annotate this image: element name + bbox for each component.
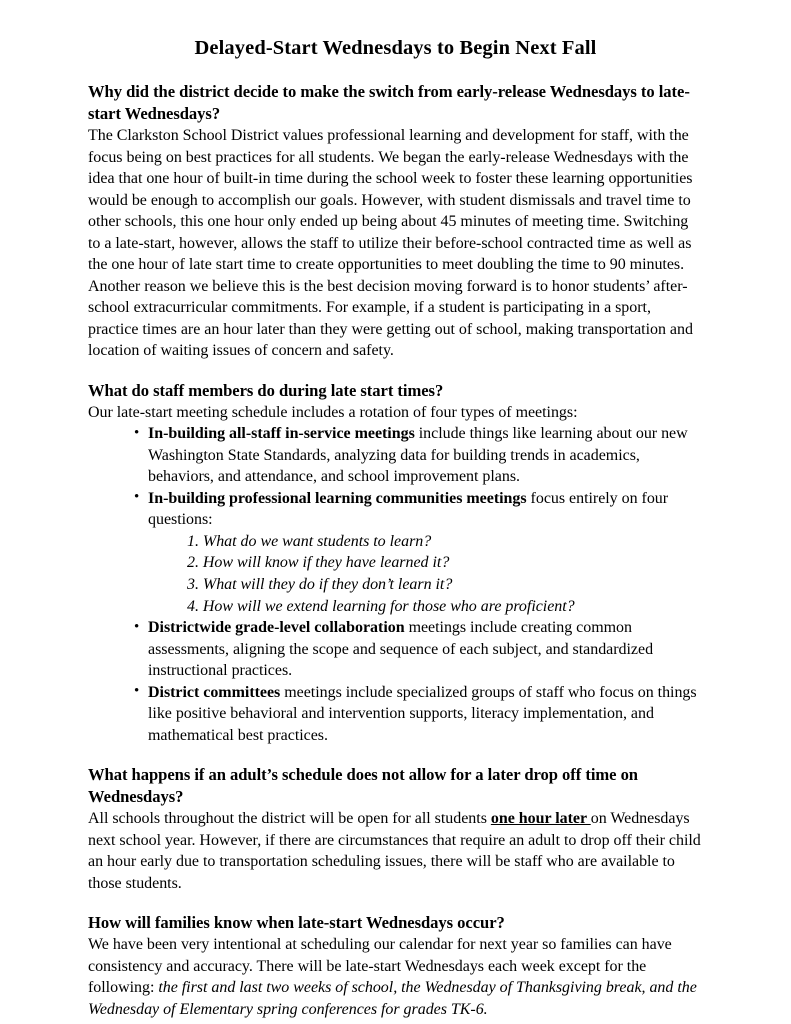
list-item: 4. How will we extend learning for those who are proficient? (187, 597, 575, 615)
bullet-text: focus entirely on four questions: (148, 489, 669, 529)
list-item (88, 617, 703, 682)
bullet-label: In-building professional learning communities meetings (148, 489, 527, 507)
bullet-text: include things like learning about our new Washington State Standards, analyzing data for building trends in academics, behaviors, and attendance, and school improvement plans. (148, 425, 688, 486)
section-heading-family-notification: How will families know when late-start Wednesdays occur? (88, 913, 505, 933)
meeting-types-list (88, 423, 703, 746)
bullet-label: Districtwide grade-level collaboration (148, 619, 405, 637)
bullet-label: District committees (148, 683, 281, 701)
section-adult-schedule (88, 764, 703, 894)
section-heading-why-switch: Why did the district decide to make the switch from early-release Wednesdays to late-start Wednesdays? (88, 82, 690, 124)
bullet-label: In-building all-staff in-service meetings (148, 425, 415, 443)
paragraph-text-before: We have been very intentional at scheduling our calendar for next year so families can have consistency and accuracy. There will be late-start Wednesdays each week except for the following: (88, 936, 672, 997)
exceptions-italic-text: the first and last two weeks of school, the Wednesday of Thanksgiving break, and the Wednesday of Elementary spring conferences for grades TK-6. (88, 979, 697, 1018)
emphasis-one-hour-later: one hour later (490, 810, 591, 828)
paragraph-text-before: All schools throughout the district will be open for all students (88, 810, 491, 828)
list-item: 1. What do we want students to learn? (187, 532, 432, 550)
section-paragraph-why-switch: The Clarkston School District values professional learning and development for staff, with the focus being on best practices for all students. We began the early-release Wednesdays with the idea that one hour of built-in time during the school week to foster these learning opportunities would be enough to accomplish our goals. However, with student dismissals and travel time to other schools, this one hour only ended up being about 45 minutes of meeting time. Switching to a late-start, however, allows the staff to utilize their before-school contracted time as well as the one hour of late start time to create opportunities to meet doubling the time to 90 minutes. Another reason we believe this is the best decision moving forward is to honor students’ after-school extracurricular commitments. For example, if a student is participating in a sport, practice times are an hour later than they were getting out of school, making transportation and location of waiting issues of concern and safety. (88, 127, 693, 360)
list-item (88, 423, 703, 488)
section-paragraph-family-notification (88, 934, 703, 1020)
section-staff-activities (88, 380, 703, 746)
section-intro-staff-activities: Our late-start meeting schedule includes a rotation of four types of meetings: (88, 403, 578, 421)
list-item (88, 682, 703, 747)
page-title: Delayed-Start Wednesdays to Begin Next Fall (194, 37, 597, 59)
plc-questions-list (148, 531, 703, 617)
list-item (88, 488, 703, 617)
section-heading-adult-schedule: What happens if an adult’s schedule does not allow for a later drop off time on Wednesdays? (88, 765, 638, 807)
section-family-notification (88, 912, 703, 1020)
section-why-switch (88, 81, 703, 362)
bullet-text: meetings include creating common assessments, aligning the scope and sequence of each subject, and standardized instructional practices. (148, 619, 654, 680)
list-item: 3. What will they do if they don’t learn it? (187, 575, 453, 593)
section-paragraph-adult-schedule (88, 808, 703, 894)
section-heading-staff-activities: What do staff members do during late start times? (88, 380, 444, 400)
list-item: 2. How will know if they have learned it? (187, 554, 450, 572)
bullet-text: meetings include specialized groups of staff who focus on things like positive behavioral and intervention supports, literacy implementation, and mathematical best practices. (148, 683, 697, 744)
paragraph-text-after: on Wednesdays next school year. However, if there are circumstances that require an adult to drop off their child an hour early due to transportation scheduling issues, there will be staff who are available to those students. (88, 810, 701, 892)
